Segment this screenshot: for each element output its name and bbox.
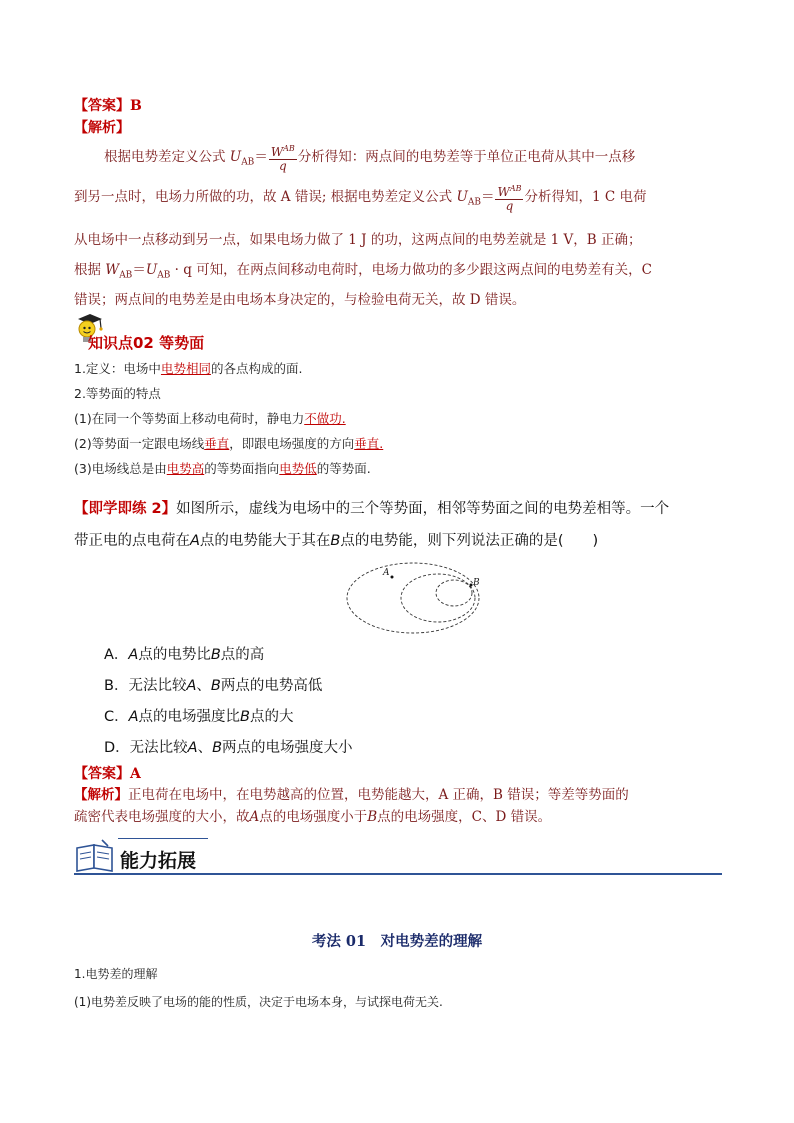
options-list	[104, 640, 353, 764]
knowledge-point-2: (2)等势面一定跟电场线垂直，即跟电场强度的方向垂直.	[74, 436, 384, 451]
analysis-label-2: 【解析】	[74, 787, 128, 803]
fraction-w-over-q: $\frac{W^{AB}}{q}$	[270, 144, 295, 173]
kaofa-subtitle: 1.电势差的理解	[74, 967, 158, 981]
analysis1-line4: 根据 $W_{AB}=U_{AB} \cdot q$ 可知，在两点间移动电荷时，电场力做功的多少跟这两点间的电势差有关，C	[74, 262, 652, 281]
option-b[interactable]: B．无法比较A、B两点的电势高低	[104, 678, 323, 694]
answer-line-1	[74, 95, 142, 115]
analysis-label-1: 【解析】	[74, 120, 130, 136]
analysis-body-2: 【解析】正电荷在电场中，在电势越高的位置，电势能越大，A 正确，B 错误；等差等势面的 疏密代表电场强度的大小，故A点的电场强度小于B点的电场强度，C、D 错误。	[74, 787, 629, 825]
answer-value: B	[130, 98, 142, 114]
knowledge-feature-title: 2.等势面的特点	[74, 386, 161, 401]
equipotential-figure	[345, 560, 495, 640]
kaofa-point-1: (1)电势差反映了电场的能的性质，决定于电场本身，与试探电荷无关.	[74, 995, 443, 1009]
analysis1-line2: 到另一点时，电场力所做的功，故 A 错误; 根据电势差定义公式 $U_{AB}=$ $\frac{W^{AB}}{q}$ 分析得知，1 C 电荷	[74, 184, 647, 213]
kaofa-body	[74, 960, 443, 1016]
option-d[interactable]: D．无法比较A、B两点的电场强度大小	[104, 740, 353, 756]
analysis1-line3: 从电场中一点移动到另一点，如果电场力做了 1 J 的功，这两点间的电势差就是 1 V，B 正确；	[74, 232, 642, 248]
knowledge-body	[74, 356, 383, 481]
practice-label: 【即学即练 2】	[74, 501, 177, 517]
answer-label: 【答案】	[74, 98, 130, 114]
section-title: 能力拓展	[120, 850, 197, 872]
section-rule	[74, 873, 722, 875]
knowledge-point-3: (3)电场线总是由电势高的等势面指向电势低的等势面.	[74, 461, 371, 476]
practice-question: 【即学即练 2】如图所示，虚线为电场中的三个等势面，相邻等势面之间的电势差相等。一个 带正电的点电荷在A点的电势能大于其在B点的电势能，则下列说法正确的是( )	[74, 501, 670, 549]
option-a[interactable]: A．A点的电势比B点的高	[104, 647, 265, 663]
figure-label-b: B	[473, 578, 480, 588]
knowledge-title: 知识点02 等势面	[88, 334, 205, 352]
fraction-w-over-q-2: $\frac{W^{AB}}{q}$	[497, 184, 522, 213]
kaofa-title: 考法 01 对电势差的理解	[311, 933, 483, 950]
section-top-rule	[118, 838, 208, 839]
figure-label-a: A	[383, 568, 390, 578]
knowledge-definition: 1.定义：电场中电势相同的各点构成的面.	[74, 361, 303, 376]
knowledge-point-1: (1)在同一个等势面上移动电荷时，静电力不做功.	[74, 411, 346, 426]
book-icon	[74, 838, 116, 876]
option-c[interactable]: C．A点的电场强度比B点的大	[104, 709, 294, 725]
answer-line-2: 【答案】A	[74, 766, 141, 782]
analysis1-line5: 错误；两点间的电势差是由电场本身决定的，与检验电荷无关，故 D 错误。	[74, 292, 526, 308]
analysis1-line1: 根据电势差定义公式 $U_{AB}=$ $\frac{W^{AB}}{q}$ 分析得知：两点间的电势差等于单位正电荷从其中一点移	[104, 144, 636, 173]
